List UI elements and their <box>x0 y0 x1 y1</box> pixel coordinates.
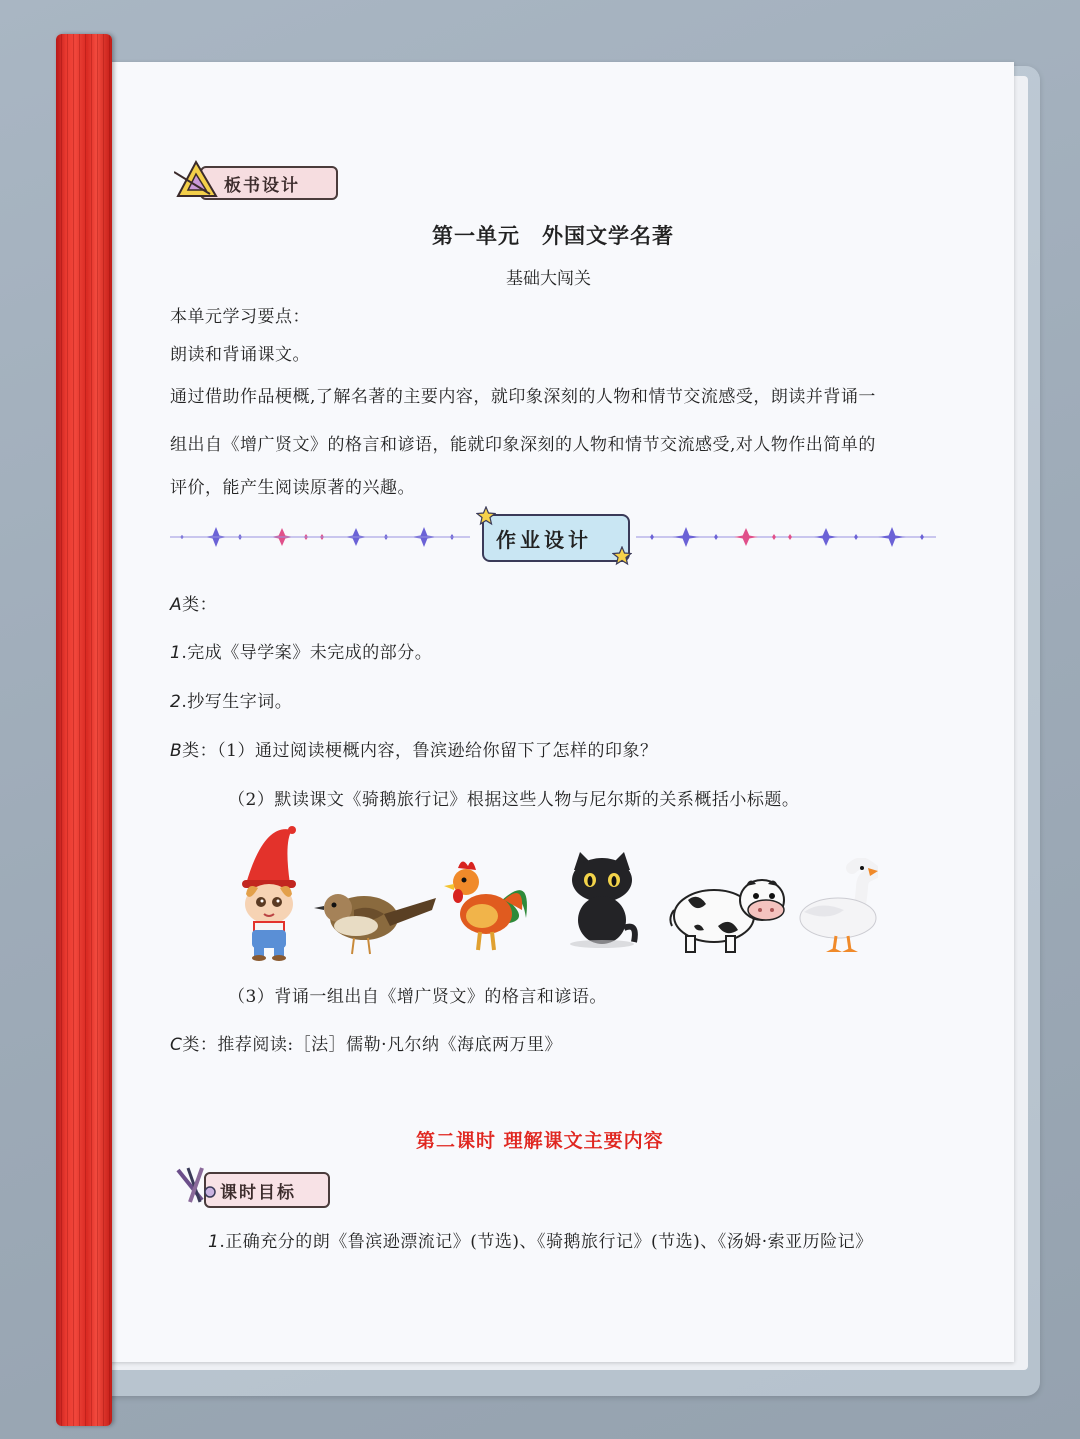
category-b-text: 类：（1）通过阅读梗概内容，鲁滨逊给你留下了怎样的印象？ <box>182 741 658 761</box>
task-a2-number: 2 <box>170 692 182 712</box>
key-point-line-4: 评价，能产生阅读原著的兴趣。 <box>170 478 415 498</box>
task-a2 <box>170 687 292 712</box>
task-a1-number: 1 <box>170 643 182 663</box>
board-design-tag <box>176 162 336 200</box>
triangle-icon <box>174 158 218 200</box>
key-point-line-3: 组出自《增广贤文》的格言和谚语，能就印象深刻的人物和情节交流感受,对人物作出简单的 <box>170 435 876 455</box>
task-b3: （3）背诵一组出自《增广贤文》的格言和谚语。 <box>228 987 607 1007</box>
star-icon <box>476 506 496 526</box>
gnome-icon <box>234 822 304 962</box>
cat-icon <box>566 852 640 948</box>
task-b2: （2）默读课文《骑鹅旅行记》根据这些人物与尼尔斯的关系概括小标题。 <box>228 790 800 810</box>
unit-subtitle: 基础大闯关 <box>506 269 591 289</box>
key-points-heading: 本单元学习要点： <box>170 307 310 327</box>
pencils-icon <box>172 1164 218 1206</box>
cow-icon <box>668 870 790 954</box>
task-a1 <box>170 638 432 663</box>
lesson-goal-1-number: 1 <box>208 1232 220 1252</box>
task-a1-text: .完成《导学案》未完成的部分。 <box>181 643 433 663</box>
category-a-letter: A <box>170 595 183 615</box>
rooster-icon <box>442 852 532 956</box>
category-c-text: 类：推荐阅读:［法］儒勒·凡尔纳《海底两万里》 <box>182 1035 563 1055</box>
key-point-line-1: 朗读和背诵课文。 <box>170 345 310 365</box>
unit-title: 第一单元 外国文学名著 <box>432 223 674 248</box>
category-c-letter: C <box>170 1035 183 1055</box>
key-point-line-2: 通过借助作品梗概,了解名著的主要内容，就印象深刻的人物和情节交流感受，朗读并背诵一 <box>170 387 876 407</box>
category-a-suffix: 类： <box>182 595 218 615</box>
bird-icon <box>314 880 438 960</box>
lesson2-title: 第二课时 理解课文主要内容 <box>416 1130 664 1152</box>
star-icon <box>612 546 632 566</box>
goose-icon <box>798 858 878 956</box>
homework-design-label: 作业设计 <box>496 528 592 552</box>
lesson-goal-1-text: .正确充分的朗《鲁滨逊漂流记》(节选)、《骑鹅旅行记》(节选)、《汤姆·索亚历险记》 <box>219 1232 873 1252</box>
lesson-goal-label: 课时目标 <box>220 1183 296 1203</box>
category-b <box>170 736 658 761</box>
lesson-goal-1 <box>208 1227 873 1252</box>
category-b-letter: B <box>170 741 183 761</box>
sparkle-divider-left <box>170 522 470 552</box>
task-a2-text: .抄写生字词。 <box>181 692 293 712</box>
lesson-goal-tag <box>172 1168 330 1208</box>
category-c <box>170 1030 562 1055</box>
document-sheet <box>92 62 1014 1362</box>
sparkle-divider-right <box>636 522 936 552</box>
category-a <box>170 590 217 615</box>
binder-spine <box>56 34 112 1426</box>
homework-design-tag <box>476 510 632 562</box>
board-design-label: 板书设计 <box>224 176 300 196</box>
